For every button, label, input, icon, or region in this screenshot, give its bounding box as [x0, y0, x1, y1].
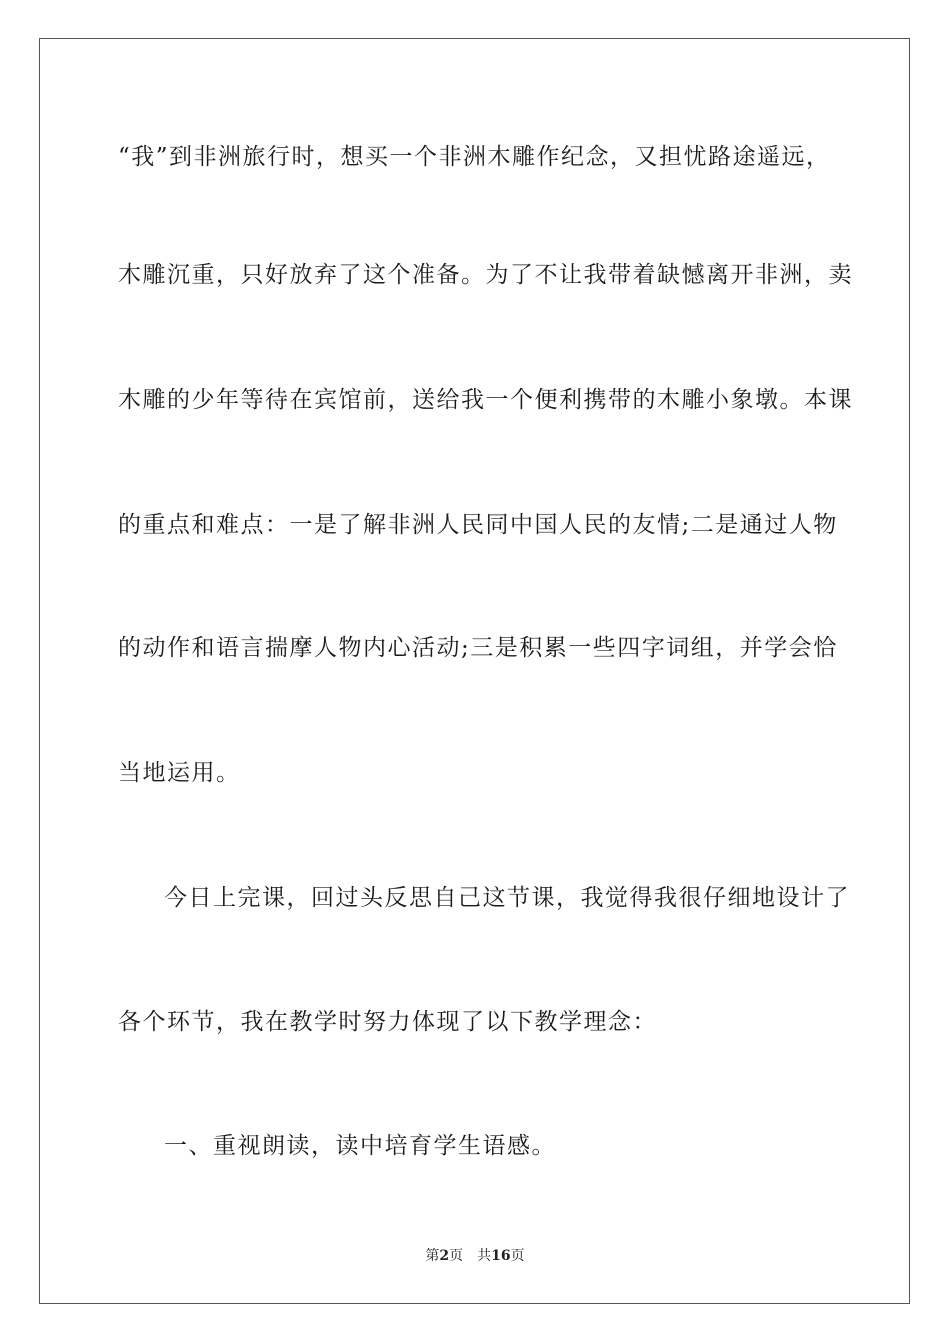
text-line-3: 木雕的少年等待在宾馆前，送给我一个便利携带的木雕小象墩。本课: [118, 387, 853, 413]
page-number: 2: [439, 1248, 450, 1264]
total-prefix: 共: [477, 1248, 492, 1264]
text-line-4: 的重点和难点：一是了解非洲人民同中国人民的友情;二是通过人物: [118, 512, 838, 538]
total-pages: 16: [491, 1248, 511, 1264]
page-border: [39, 38, 910, 1304]
text-line-9: 一、重视朗读，读中培育学生语感。: [164, 1133, 556, 1159]
text-line-2: 木雕沉重，只好放弃了这个准备。为了不让我带着缺憾离开非洲，卖: [118, 262, 853, 288]
text-line-1: “我”到非洲旅行时，想买一个非洲木雕作纪念，又担忧路途遥远，: [118, 144, 831, 170]
page-suffix: 页: [449, 1248, 464, 1264]
text-line-5: 的动作和语言揣摩人物内心活动;三是积累一些四字词组，并学会恰: [118, 635, 838, 661]
text-line-7: 今日上完课，回过头反思自己这节课，我觉得我很仔细地设计了: [164, 885, 850, 911]
total-suffix: 页: [510, 1248, 525, 1264]
page-prefix: 第: [425, 1248, 440, 1264]
text-line-8: 各个环节，我在教学时努力体现了以下教学理念：: [118, 1009, 657, 1035]
text-line-6: 当地运用。: [118, 760, 241, 786]
page-footer: [0, 1247, 950, 1265]
